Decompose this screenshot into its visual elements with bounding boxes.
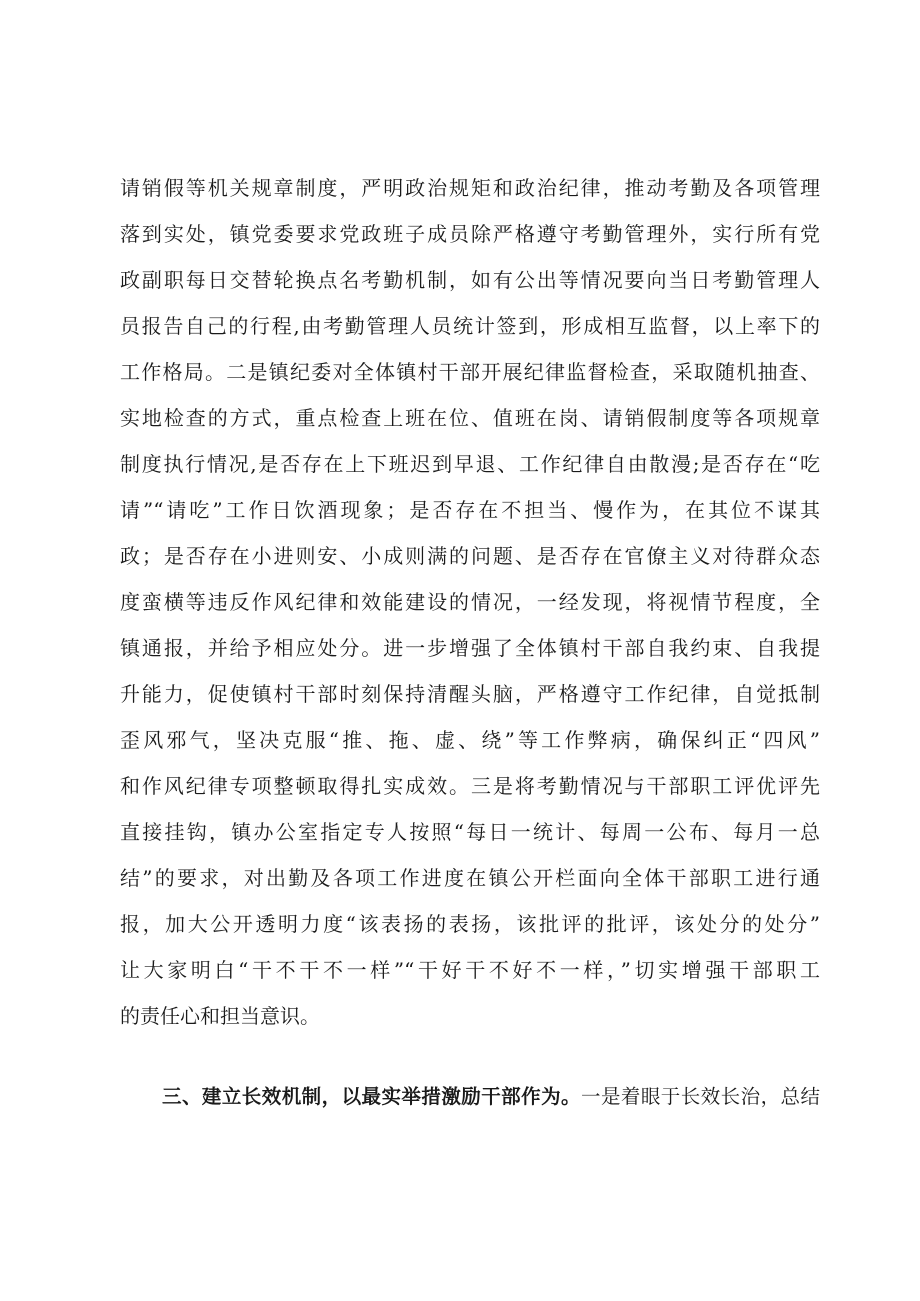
paragraph-line: 政；是否存在小进则安、小成则满的问题、是否存在官僚主义对待群众态 bbox=[120, 544, 820, 568]
paragraph-line: 镇通报，并给予相应处分。进一步增强了全体镇村干部自我约束、自我提 bbox=[120, 636, 820, 660]
paragraph-line: 和作风纪律专项整顿取得扎实成效。三是将考勤情况与干部职工评优评先 bbox=[120, 774, 820, 798]
paragraph-line: 员报告自己的行程,由考勤管理人员统计签到，形成相互监督，以上率下的 bbox=[120, 314, 820, 338]
paragraph-line: 工作格局。二是镇纪委对全体镇村干部开展纪律监督检查，采取随机抽查、 bbox=[120, 360, 820, 384]
paragraph-line: 直接挂钩，镇办公室指定专人按照“每日一统计、每周一公布、每月一总 bbox=[120, 820, 820, 844]
paragraph-line: 歪风邪气，坚决克服“推、拖、虚、绕”等工作弊病，确保纠正“四风” bbox=[120, 728, 820, 752]
paragraph-line: 结”的要求，对出勤及各项工作进度在镇公开栏面向全体干部职工进行通 bbox=[120, 866, 820, 890]
paragraph-line: 实地检查的方式，重点检查上班在位、值班在岗、请销假制度等各项规章 bbox=[120, 406, 820, 430]
paragraph-line: 制度执行情况,是否存在上下班迟到早退、工作纪律自由散漫;是否存在“吃 bbox=[120, 452, 820, 476]
section-heading-continuation: 一是着眼于长效长治，总结 bbox=[581, 1085, 820, 1108]
paragraph-line: 请”“请吃”工作日饮酒现象；是否存在不担当、慢作为，在其位不谋其 bbox=[120, 498, 820, 522]
paragraph-line: 落到实处，镇党委要求党政班子成员除严格遵守考勤管理外，实行所有党 bbox=[120, 222, 820, 246]
paragraph-line: 报，加大公开透明力度“该表扬的表扬，该批评的批评，该处分的处分” bbox=[120, 912, 820, 936]
paragraph-line: 请销假等机关规章制度，严明政治规矩和政治纪律，推动考勤及各项管理 bbox=[120, 176, 820, 200]
paragraph-line: 的责任心和担当意识。 bbox=[120, 1004, 320, 1028]
paragraph-line: 度蛮横等违反作风纪律和效能建设的情况，一经发现，将视情节程度，全 bbox=[120, 590, 820, 614]
section-heading bbox=[162, 1077, 820, 1117]
paragraph-line: 政副职每日交替轮换点名考勤机制，如有公出等情况要向当日考勤管理人 bbox=[120, 268, 820, 292]
paragraph-line: 让大家明白“干不干不一样”“干好干不好不一样，”切实增强干部职工 bbox=[120, 958, 820, 982]
paragraph-line: 升能力，促使镇村干部时刻保持清醒头脑，严格遵守工作纪律，自觉抵制 bbox=[120, 682, 820, 706]
section-heading-bold: 三、建立长效机制，以最实举措激励干部作为。 bbox=[162, 1085, 581, 1108]
